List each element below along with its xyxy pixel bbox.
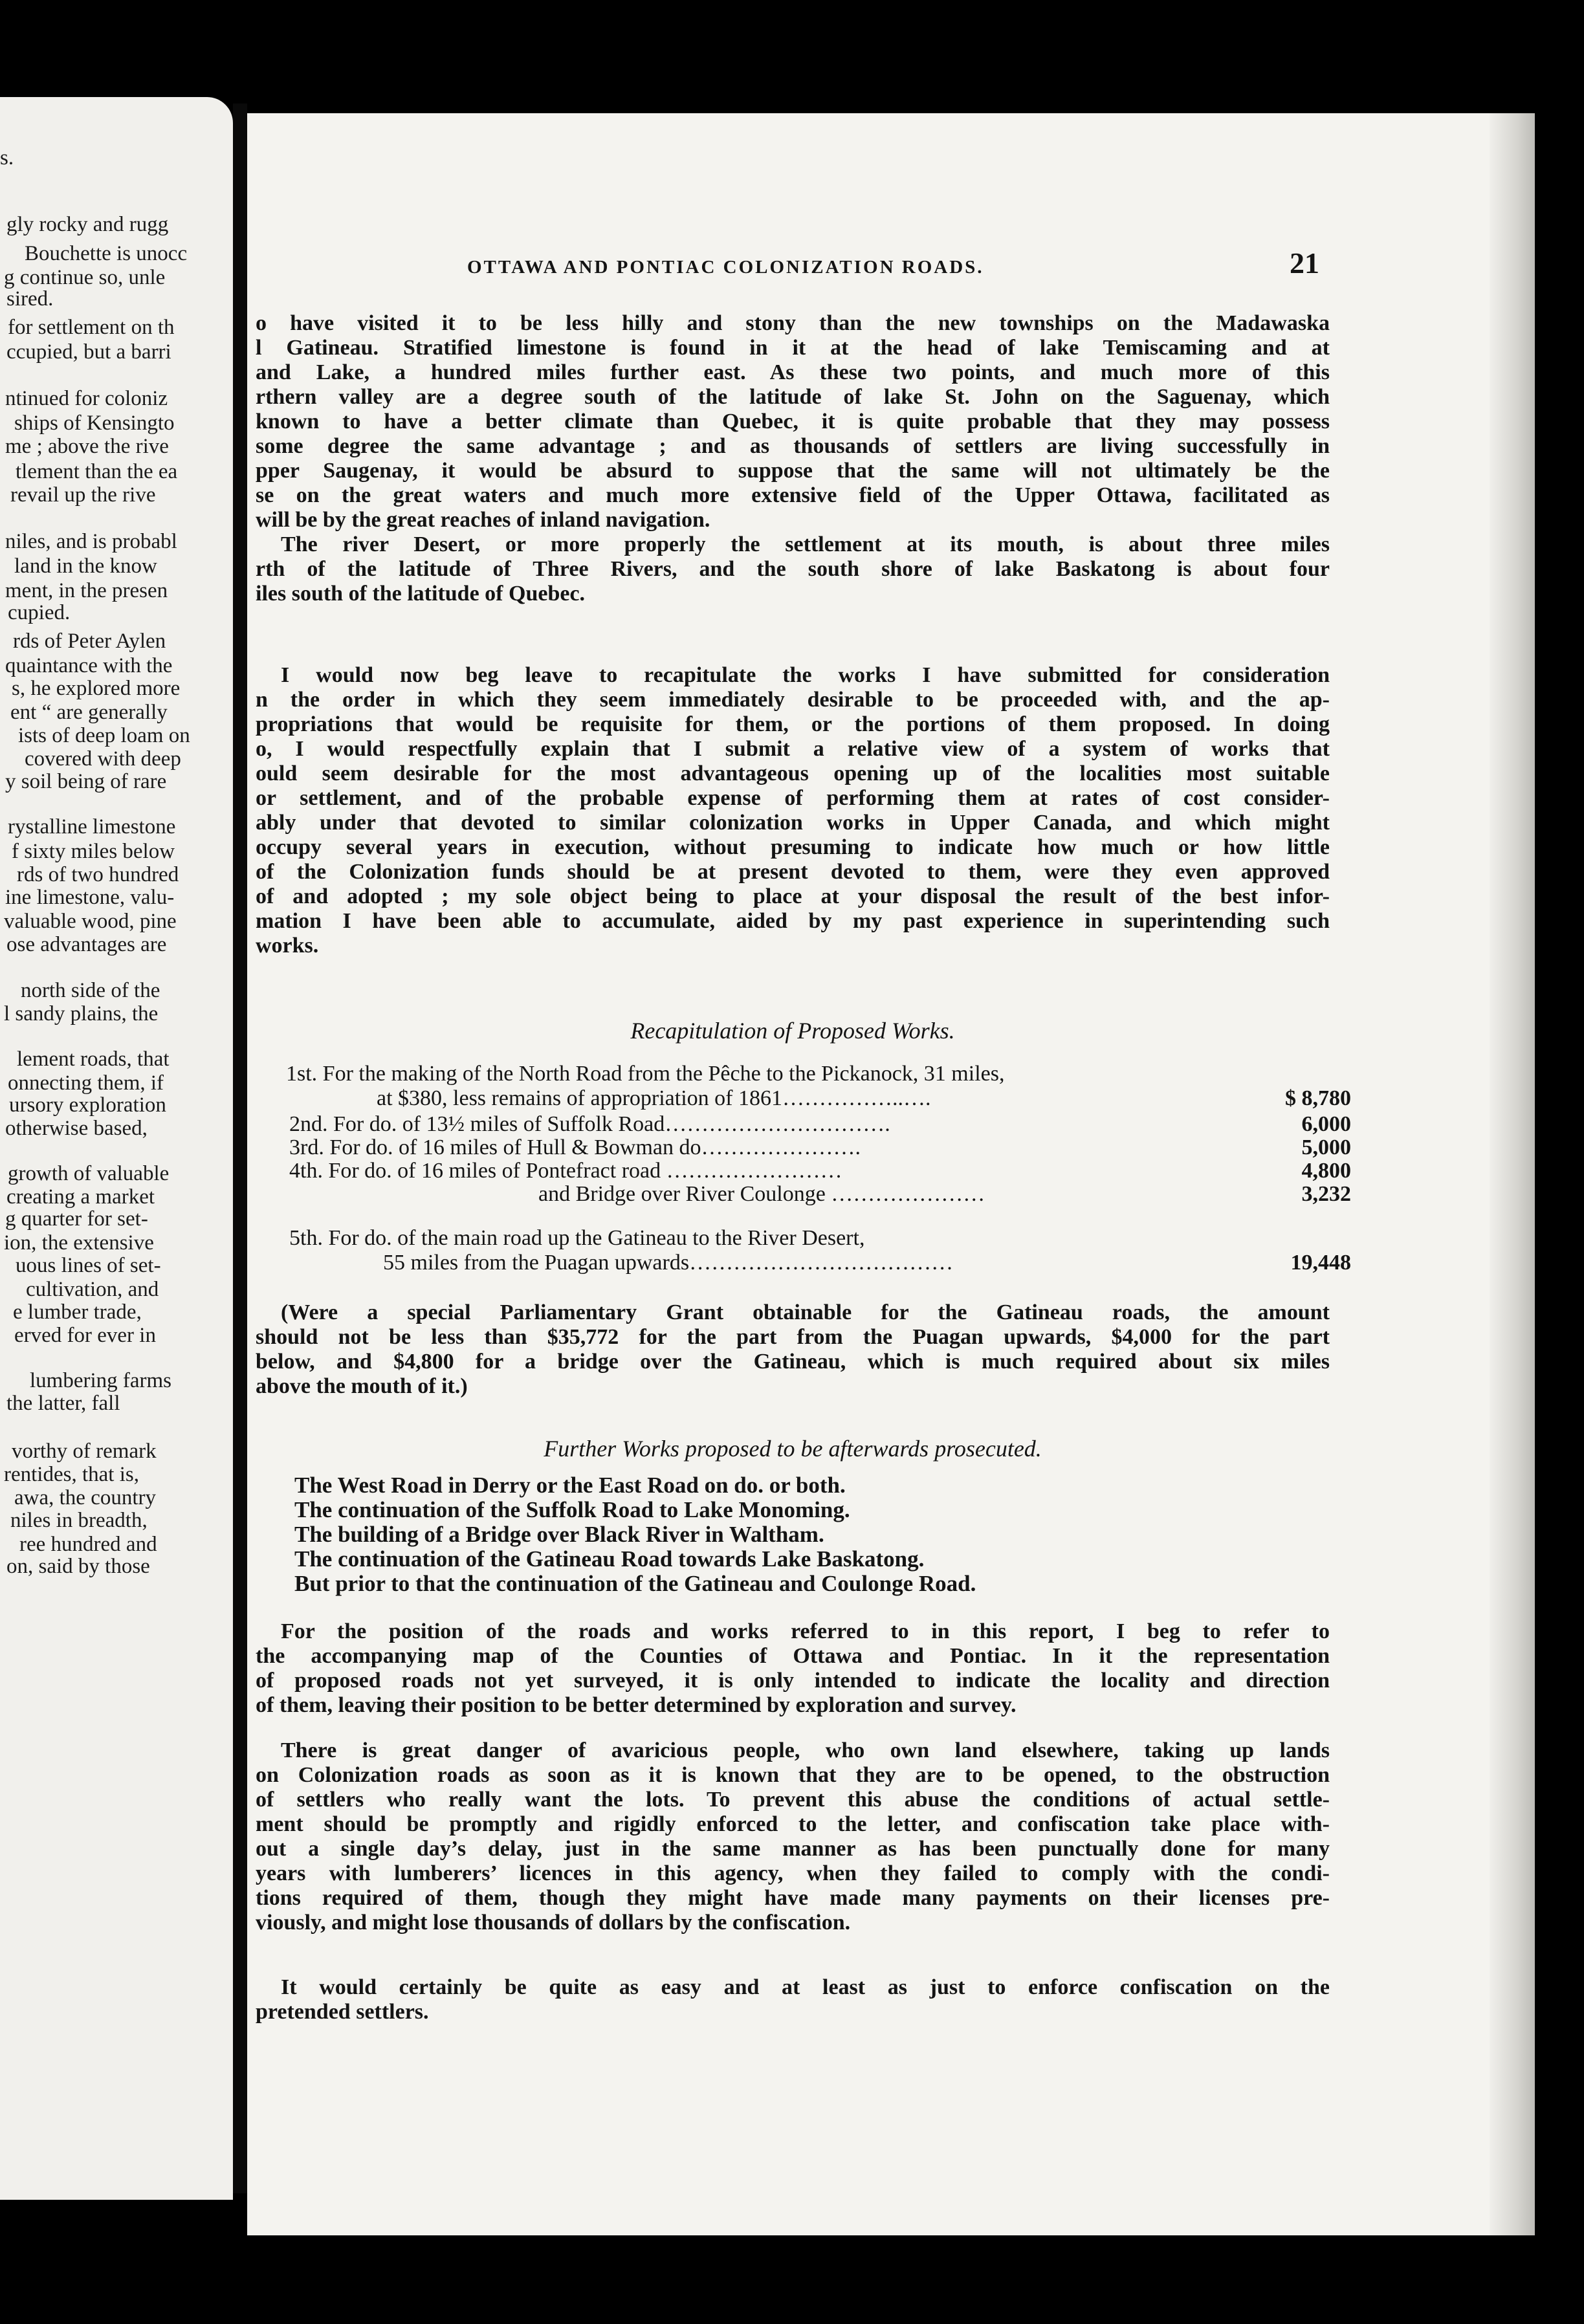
recap-heading: Recapitulation of Proposed Works. <box>630 1018 955 1044</box>
para3-line: occupy several years in execution, without presuming to indicate how much or how little <box>256 835 1330 859</box>
further-works-heading: Further Works proposed to be afterwards prosecuted. <box>544 1436 1042 1462</box>
left-page-line: Bouchette is unocc <box>25 242 188 265</box>
left-page-line: ion, the extensive <box>4 1231 154 1255</box>
page-number: 21 <box>1290 247 1319 280</box>
recap-item-amount: 6,000 <box>1301 1112 1351 1136</box>
para1-line: se on the great waters and much more extensive field of the Upper Ottawa, facilitated as <box>256 483 1330 507</box>
para6-line: There is great danger of avaricious people, who own land elsewhere, taking up lands <box>281 1738 1330 1762</box>
left-page-line: uous lines of set- <box>16 1254 161 1277</box>
left-page-fragment <box>0 97 233 2200</box>
left-page-line: awa, the country <box>14 1486 156 1509</box>
left-page-line: ccupied, but a barri <box>6 340 171 364</box>
left-page-line: g continue so, unle <box>4 266 166 289</box>
para1-line: some degree the same advantage ; and as thousands of settlers are living successfully in <box>256 434 1330 458</box>
recap-item-label: 3rd. For do. of 16 miles of Hull & Bowman do…………………. <box>289 1135 861 1159</box>
left-page-line: ine limestone, valu- <box>5 886 175 909</box>
para4-line: below, and $4,800 for a bridge over the Gatineau, which is much required about six miles <box>256 1350 1330 1374</box>
further-work-item: The West Road in Derry or the East Road on do. or both. <box>294 1473 846 1498</box>
para3-line: of the Colonization funds should be at present devoted to them, were they even approved <box>256 860 1330 884</box>
further-work-item: But prior to that the continuation of the Gatineau and Coulonge Road. <box>294 1571 976 1596</box>
para4-line: should not be less than $35,772 for the part from the Puagan upwards, $4,000 for the part <box>256 1325 1330 1349</box>
recap-item-label: 1st. For the making of the North Road from the Pêche to the Pickanock, 31 miles, <box>286 1062 1005 1086</box>
left-page-line: creating a market <box>6 1185 155 1209</box>
para7-line: pretended settlers. <box>256 2000 429 2024</box>
left-page-line: rentides, that is, <box>4 1463 139 1486</box>
running-head: OTTAWA AND PONTIAC COLONIZATION ROADS. <box>467 257 984 278</box>
left-page-line: vorthy of remark <box>12 1440 157 1463</box>
left-page-line: covered with deep <box>25 747 181 771</box>
left-page-line: rds of Peter Aylen <box>13 630 166 653</box>
left-page-line: lumbering farms <box>30 1369 172 1392</box>
left-page-line: ree hundred and <box>19 1533 157 1556</box>
left-page-line: ursory exploration <box>9 1093 166 1117</box>
para6-line: of settlers who really want the lots. To prevent this abuse the conditions of actual settle- <box>256 1788 1330 1812</box>
recap-item-label: at $380, less remains of appropriation of 1861……………..…. <box>377 1086 931 1110</box>
left-page-line: tlement than the ea <box>16 460 178 483</box>
para6-line: viously, and might lose thousands of dollars by the confiscation. <box>256 1911 851 1935</box>
left-page-line: y soil being of rare <box>5 770 167 793</box>
para4-line: above the mouth of it.) <box>256 1374 468 1398</box>
recap-item-label: 4th. For do. of 16 miles of Pontefract road …………………… <box>289 1159 842 1183</box>
para3-line: works. <box>256 934 319 958</box>
further-work-item: The continuation of the Gatineau Road towards Lake Baskatong. <box>294 1546 925 1572</box>
para3-line: I would now beg leave to recapitulate the works I have submitted for consideration <box>281 663 1330 687</box>
para7-line: It would certainly be quite as easy and at least as just to enforce confiscation on the <box>281 1975 1330 1999</box>
left-page-line: s, he explored more <box>12 677 181 700</box>
left-page-line: l sandy plains, the <box>4 1002 159 1025</box>
para1-line: will be by the great reaches of inland navigation. <box>256 508 710 532</box>
para1-line: o have visited it to be less hilly and stony than the new townships on the Madawaska <box>256 311 1330 335</box>
left-page-line: rds of two hundred <box>17 863 179 886</box>
para5-line: of proposed roads not yet surveyed, it is only intended to indicate the locality and direction <box>256 1669 1330 1693</box>
para6-line: ment should be promptly and rigidly enforced to the letter, and confiscation take place with- <box>256 1812 1330 1836</box>
left-page-line: me ; above the rive <box>5 435 169 458</box>
para2-line: The river Desert, or more properly the settlement at its mouth, is about three miles <box>281 532 1330 556</box>
para6-line: tions required of them, though they might have made many payments on their licenses pre- <box>256 1886 1330 1910</box>
page-edge-shadow <box>1490 113 1535 2235</box>
left-page-line: e lumber trade, <box>13 1300 142 1324</box>
left-page-line: growth of valuable <box>8 1162 170 1185</box>
para1-line: l Gatineau. Stratified limestone is found in it at the head of lake Temiscaming and at <box>256 336 1330 360</box>
left-page-line: niles in breadth, <box>10 1509 148 1532</box>
left-page-line: g quarter for set- <box>5 1207 148 1231</box>
further-work-item: The building of a Bridge over Black River in Waltham. <box>294 1522 824 1547</box>
left-page-line: lement roads, that <box>17 1047 170 1071</box>
left-page-line: north side of the <box>21 979 160 1002</box>
para6-line: on Colonization roads as soon as it is known that they are to be opened, to the obstruction <box>256 1763 1330 1787</box>
recap-item-label: 55 miles from the Puagan upwards……………………………… <box>383 1251 954 1275</box>
left-page-line: land in the know <box>14 554 157 578</box>
left-page-line: sired. <box>6 287 54 311</box>
left-page-line: cultivation, and <box>26 1278 159 1301</box>
recap-item-label: 2nd. For do. of 13½ miles of Suffolk Road…………………………. <box>289 1112 890 1136</box>
recap-item-amount: 19,448 <box>1290 1251 1351 1275</box>
para3-line: or settlement, and of the probable expense of performing them at rates of cost consider- <box>256 786 1330 810</box>
para3-line: mation I have been able to accumulate, aided by my past experience in superintending such <box>256 909 1330 933</box>
left-page-line: onnecting them, if <box>8 1071 164 1095</box>
recap-item-amount: 4,800 <box>1301 1159 1351 1183</box>
left-page-line: rystalline limestone <box>8 815 176 839</box>
left-page-line: revail up the rive <box>10 483 156 507</box>
recap-item-amount: 3,232 <box>1301 1182 1351 1206</box>
para3-line: ably under that devoted to similar colonization works in Upper Canada, and which might <box>256 811 1330 835</box>
para6-line: years with lumberers’ licences in this agency, when they failed to comply with the condi- <box>256 1861 1330 1885</box>
recap-item-label: and Bridge over River Coulonge ………………… <box>538 1182 985 1206</box>
para2-line: rth of the latitude of Three Rivers, and the south shore of lake Baskatong is about four <box>256 557 1330 581</box>
left-page-line: ose advantages are <box>6 933 167 956</box>
left-page-line: ment, in the presen <box>5 579 168 602</box>
para3-line: of and adopted ; my sole object being to place at your disposal the result of the best infor- <box>256 884 1330 908</box>
recap-item-amount: $ 8,780 <box>1285 1086 1351 1110</box>
recap-item-label: 5th. For do. of the main road up the Gatineau to the River Desert, <box>289 1226 865 1250</box>
para6-line: out a single day’s delay, just in the same manner as has been punctually done for many <box>256 1837 1330 1861</box>
recap-item-amount: 5,000 <box>1301 1135 1351 1159</box>
para5-line: of them, leaving their position to be better determined by exploration and survey. <box>256 1693 1017 1717</box>
left-page-line: the latter, fall <box>6 1392 120 1415</box>
para1-line: known to have a better climate than Quebec, it is quite probable that they may possess <box>256 410 1330 433</box>
left-page-line: ent “ are generally <box>10 701 168 724</box>
left-page-line: quaintance with the <box>5 654 173 677</box>
para3-line: ould seem desirable for the most advantageous opening up of the localities most suitable <box>256 762 1330 785</box>
para3-line: n the order in which they seem immediately desirable to be proceeded with, and the ap- <box>256 688 1330 712</box>
para1-line: and Lake, a hundred miles further east. As these two points, and much more of this <box>256 360 1330 384</box>
left-page-line: ists of deep loam on <box>18 724 190 747</box>
left-page-line: ntinued for coloniz <box>5 387 168 410</box>
left-page-line: gly rocky and rugg <box>6 213 169 236</box>
left-page-line: cupied. <box>8 601 71 624</box>
para5-line: For the position of the roads and works referred to in this report, I beg to refer to <box>281 1619 1330 1643</box>
para2-line: iles south of the latitude of Quebec. <box>256 582 586 606</box>
para3-line: o, I would respectfully explain that I submit a relative view of a system of works that <box>256 737 1330 761</box>
left-page-line: on, said by those <box>6 1555 150 1578</box>
left-page-line: otherwise based, <box>5 1117 148 1140</box>
para3-line: propriations that would be requisite for them, or the portions of them proposed. In doing <box>256 712 1330 736</box>
para4-line: (Were a special Parliamentary Grant obtainable for the Gatineau roads, the amount <box>281 1300 1330 1324</box>
left-page-line: ships of Kensingto <box>14 411 175 435</box>
left-page-line: valuable wood, pine <box>4 910 177 933</box>
para1-line: pper Saugenay, it would be absurd to suppose that the same will not ultimately be the <box>256 459 1330 483</box>
right-page <box>247 113 1535 2235</box>
left-page-line: for settlement on th <box>8 316 175 339</box>
para1-line: rthern valley are a degree south of the latitude of lake St. John on the Saguenay, which <box>256 385 1330 409</box>
further-work-item: The continuation of the Suffolk Road to Lake Monoming. <box>294 1497 850 1522</box>
left-page-line: erved for ever in <box>14 1324 156 1347</box>
left-page-line: f sixty miles below <box>12 840 175 863</box>
para5-line: the accompanying map of the Counties of Ottawa and Pontiac. In it the representation <box>256 1644 1330 1668</box>
left-page-line: s. <box>0 146 14 170</box>
left-page-line: niles, and is probabl <box>5 530 177 553</box>
book-gutter <box>233 104 247 2193</box>
